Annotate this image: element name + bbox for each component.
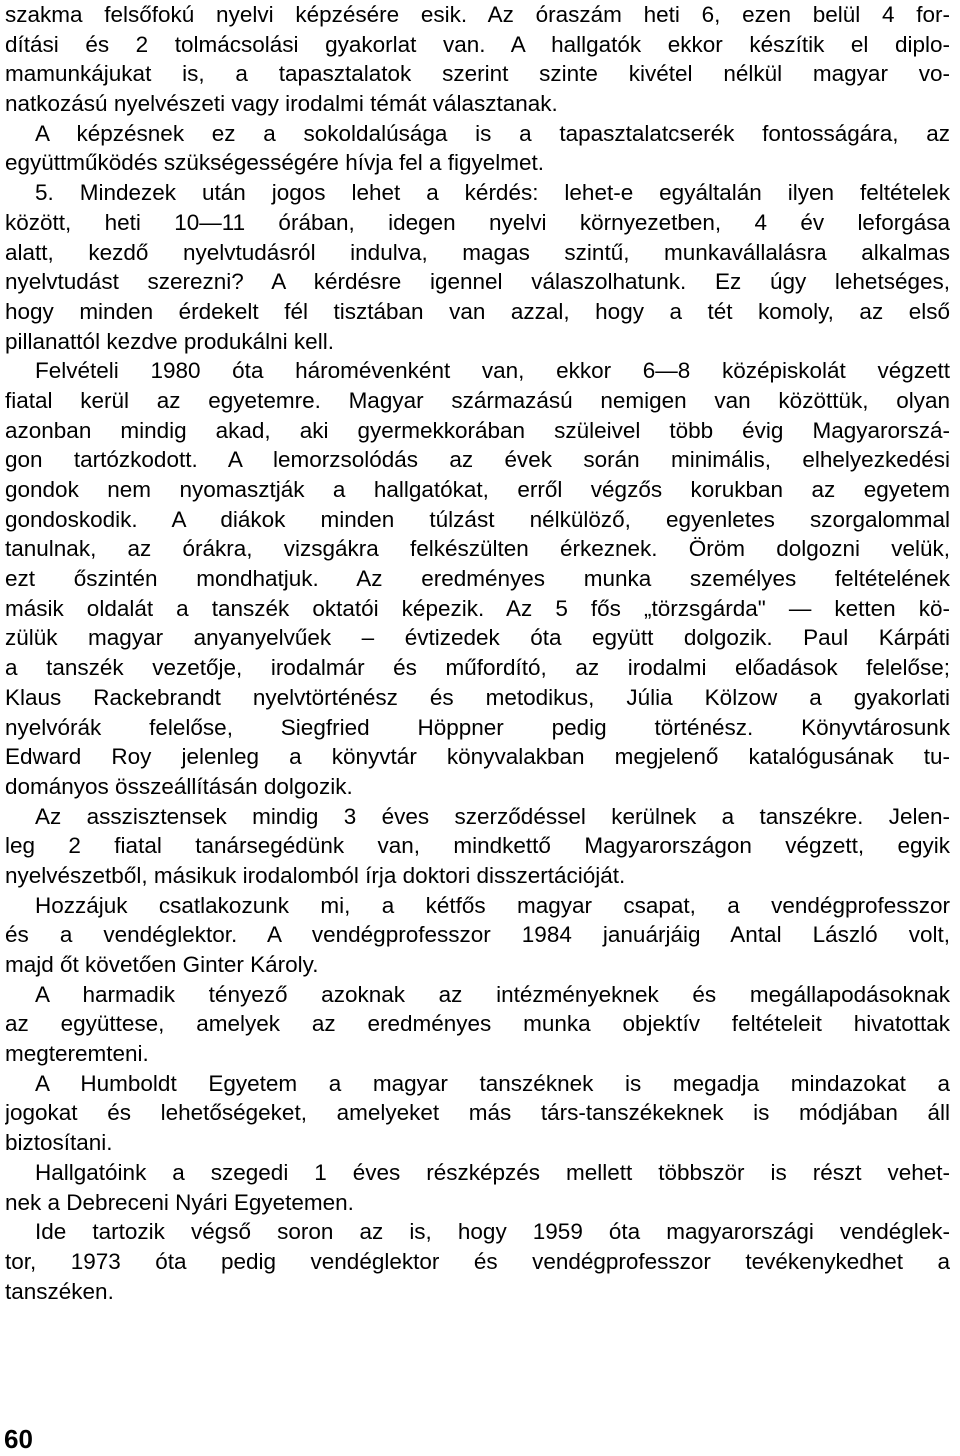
text-line: dítási és 2 tolmácsolási gyakorlat van. A hallgatók ekkor készítik el diplo- — [5, 31, 950, 57]
text-line: pillanattól kezdve produkálni kell. — [5, 328, 334, 354]
text-line: között, heti 10—11 órában, idegen nyelvi környezetben, 4 év leforgása — [5, 209, 950, 235]
text-line: gondoskodik. A diákok minden túlzást nélkülöző, egyenletes szorgalommal — [5, 506, 950, 532]
text-line: alatt, kezdő nyelvtudásról indulva, magas szintű, munkavállalásra alkalmas — [5, 239, 950, 265]
text-line: Az asszisztensek mindig 3 éves szerződéssel kerülnek a tanszékre. Jelen- — [35, 803, 950, 829]
text-line: A Humboldt Egyetem a magyar tanszéknek is megadja mindazokat a — [35, 1070, 950, 1096]
text-line: együttműködés szükségességére hívja fel a figyelmet. — [5, 150, 545, 176]
text-line: gon tartózkodott. A lemorzsolódás az évek során minimális, elhelyezkedési — [5, 447, 950, 473]
text-line: szakma felsőfokú nyelvi képzésére esik. Az óraszám heti 6, ezen belül 4 for- — [5, 2, 950, 27]
text-line: majd őt követően Ginter Károly. — [5, 952, 319, 977]
paragraph — [5, 119, 950, 178]
text-line: azonban mindig akad, aki gyermekkorában szüleivel több évig Magyarorszá- — [5, 417, 950, 443]
paragraph — [5, 0, 950, 119]
page-number: 60 — [4, 1424, 33, 1454]
paragraph — [5, 1069, 950, 1158]
text-line: gondok nem nyomasztják a hallgatókat, erről végzős korukban az egyetem — [5, 477, 950, 502]
text-line: Hallgatóink a szegedi 1 éves részképzés mellett többször is részt vehet- — [35, 1159, 950, 1185]
text-line: mamunkájukat is, a tapasztalatok szerint szinte kivétel nélkül magyar vo- — [5, 61, 950, 87]
text-line: az együttese, amelyek az eredményes munka objektív feltételeit hivatottak — [5, 1011, 950, 1037]
paragraph — [5, 891, 950, 980]
text-line: biztosítani. — [5, 1130, 113, 1156]
paragraph — [5, 802, 950, 891]
text-line: és a vendéglektor. A vendégprofesszor 1984 januárjáig Antal László volt, — [5, 922, 950, 948]
text-line: tanulnak, az órákra, vizsgákra felkészülten érkeznek. Öröm dolgozni velük, — [5, 536, 950, 562]
page-body — [5, 0, 950, 1306]
text-line: nek a Debreceni Nyári Egyetemen. — [5, 1189, 354, 1215]
text-line: nyelvórák felelőse, Siegfried Höppner pedig történész. Könyvtárosunk — [5, 714, 950, 740]
paragraph — [5, 980, 950, 1069]
text-line: dományos összeállításán dolgozik. — [5, 773, 353, 799]
paragraph — [5, 1217, 950, 1306]
text-line: Felvételi 1980 óta háromévenként van, ekkor 6—8 középiskolát végzett — [35, 358, 950, 384]
text-line: hogy minden érdekelt fél tisztában van azzal, hogy a tét komoly, az első — [5, 298, 950, 324]
text-line: Klaus Rackebrandt nyelvtörténész és metodikus, Júlia Kölzow a gyakorlati — [5, 684, 950, 710]
text-line: másik oldalát a tanszék oktatói képezik. Az 5 fős „törzsgárda" — ketten kö- — [5, 595, 950, 621]
text-line: nyelvészetből, másikuk irodalomból írja doktori disszertációját. — [5, 862, 626, 888]
text-line: Hozzájuk csatlakozunk mi, a kétfős magyar csapat, a vendégprofesszor — [35, 892, 950, 918]
text-line: zülük magyar anyanyelvűek – évtizedek óta együtt dolgozik. Paul Kárpáti — [5, 625, 950, 651]
text-line: tor, 1973 óta pedig vendéglektor és vendégprofesszor tevékenykedhet a — [5, 1248, 950, 1274]
text-line: ezt őszintén mondhatjuk. Az eredményes munka személyes feltételének — [5, 566, 950, 592]
text-line: Ide tartozik végső soron az is, hogy 1959 óta magyarországi vendéglek- — [35, 1219, 950, 1245]
text-line: tanszéken. — [5, 1278, 114, 1304]
text-line: Edward Roy jelenleg a könyvtár könyvalakban megjelenő katalógusának tu- — [5, 744, 950, 770]
paragraph — [5, 178, 950, 356]
text-line: fiatal kerül az egyetemre. Magyar származású nemigen van közöttük, olyan — [5, 387, 950, 413]
text-line: 5. Mindezek után jogos lehet a kérdés: lehet-e egyáltalán ilyen feltételek — [35, 180, 950, 206]
text-line: A képzésnek ez a sokoldalúsága is a tapasztalatcserék fontosságára, az — [35, 120, 950, 146]
text-line: leg 2 fiatal tanársegédünk van, mindkettő Magyarországon végzett, egyik — [5, 833, 950, 859]
text-line: natkozású nyelvészeti vagy irodalmi témát választanak. — [5, 91, 558, 117]
text-line: megteremteni. — [5, 1041, 149, 1067]
paragraph — [5, 356, 950, 801]
text-line: nyelvtudást szerezni? A kérdésre igennel válaszolhatunk. Ez úgy lehetséges, — [5, 269, 950, 295]
text-line: a tanszék vezetője, irodalmár és műfordító, az irodalmi előadások felelőse; — [5, 655, 950, 681]
text-line: A harmadik tényező azoknak az intézményeknek és megállapodásoknak — [35, 981, 950, 1007]
text-line: jogokat és lehetőségeket, amelyeket más társ-tanszékeknek is módjában áll — [5, 1100, 950, 1126]
paragraph — [5, 1158, 950, 1217]
